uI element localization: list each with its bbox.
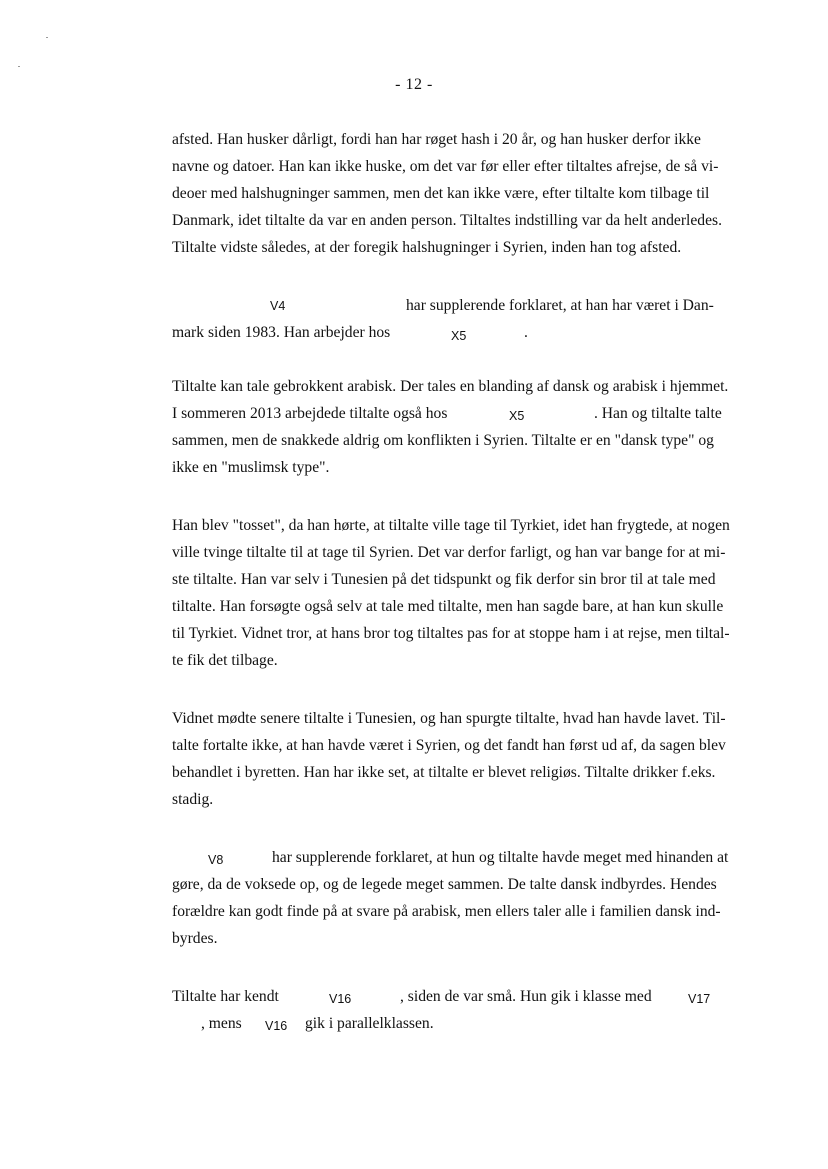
employer-code: X5 bbox=[451, 329, 467, 343]
body-line: har supplerende forklaret, at hun og tiltalte havde meget med hinanden at bbox=[272, 849, 729, 866]
body-line: ville tvinge tiltalte til at tage til Syrien. Det var derfor farligt, og han var bange for at mi- bbox=[172, 544, 726, 561]
witness-code: V4 bbox=[270, 299, 286, 313]
body-line: talte fortalte ikke, at han havde været i Syrien, og det fandt han først ud af, da sagen blev bbox=[172, 737, 726, 754]
body-line: behandlet i byretten. Han har ikke set, at tiltalte er blevet religiøs. Tiltalte drikker f.eks. bbox=[172, 764, 716, 781]
body-line: te fik det tilbage. bbox=[172, 652, 278, 669]
body-line: I sommeren 2013 arbejdede tiltalte også hos bbox=[172, 405, 448, 422]
page-number: - 12 - bbox=[395, 76, 433, 93]
person-code: V17 bbox=[688, 992, 711, 1006]
body-line: til Tyrkiet. Vidnet tror, at hans bror tog tiltaltes pas for at stoppe ham i at rejse, men tiltal- bbox=[172, 625, 730, 642]
body-line: Vidnet mødte senere tiltalte i Tunesien, og han spurgte tiltalte, hvad han havde lavet. Til- bbox=[172, 710, 726, 727]
body-line: ikke en "muslimsk type". bbox=[172, 459, 330, 476]
witness-code: V8 bbox=[208, 853, 224, 867]
body-line: tiltalte. Han forsøgte også selv at tale med tiltalte, men han sagde bare, at han kun skulle bbox=[172, 598, 724, 615]
scan-artifact bbox=[18, 66, 20, 67]
body-line: , siden de var små. Hun gik i klasse med bbox=[400, 988, 652, 1005]
body-line: , mens bbox=[201, 1015, 242, 1032]
person-code: V16 bbox=[265, 1019, 288, 1033]
body-line: Danmark, idet tiltalte da var en anden person. Tiltaltes indstilling var da helt anderledes. bbox=[172, 212, 722, 229]
body-line: har supplerende forklaret, at han har været i Dan- bbox=[406, 297, 714, 314]
body-line: afsted. Han husker dårligt, fordi han har røget hash i 20 år, og han husker derfor ikke bbox=[172, 131, 701, 148]
body-line: sammen, men de snakkede aldrig om konflikten i Syrien. Tiltalte er en "dansk type" og bbox=[172, 432, 714, 449]
body-line: gik i parallelklassen. bbox=[305, 1015, 434, 1032]
body-line: deoer med halshugninger sammen, men det kan ikke være, efter tiltalte kom tilbage til bbox=[172, 185, 710, 202]
body-line: ste tiltalte. Han var selv i Tunesien på det tidspunkt og fik derfor sin bror til at tale med bbox=[172, 571, 716, 588]
employer-code: X5 bbox=[509, 409, 525, 423]
body-line: navne og datoer. Han kan ikke huske, om det var før eller efter tiltaltes afrejse, de så vi- bbox=[172, 158, 719, 175]
body-line: mark siden 1983. Han arbejder hos bbox=[172, 324, 391, 341]
scan-artifact bbox=[46, 37, 48, 38]
body-line: stadig. bbox=[172, 791, 214, 808]
body-line: forældre kan godt finde på at svare på arabisk, men ellers taler alle i familien dansk ind- bbox=[172, 903, 721, 920]
person-code: V16 bbox=[329, 992, 352, 1006]
body-line: Tiltalte kan tale gebrokkent arabisk. Der tales en blanding af dansk og arabisk i hjemmet. bbox=[172, 378, 729, 395]
body-line: Tiltalte vidste således, at der foregik halshugninger i Syrien, inden han tog afsted. bbox=[172, 239, 682, 256]
body-line: Han blev "tosset", da han hørte, at tiltalte ville tage til Tyrkiet, idet han frygtede, at nogen bbox=[172, 517, 730, 534]
body-line: byrdes. bbox=[172, 930, 218, 947]
body-line: Tiltalte har kendt bbox=[172, 988, 279, 1005]
body-line: . Han og tiltalte talte bbox=[594, 405, 722, 422]
body-line: gøre, da de voksede op, og de legede meget sammen. De talte dansk indbyrdes. Hendes bbox=[172, 876, 717, 893]
body-punct: . bbox=[524, 324, 528, 341]
